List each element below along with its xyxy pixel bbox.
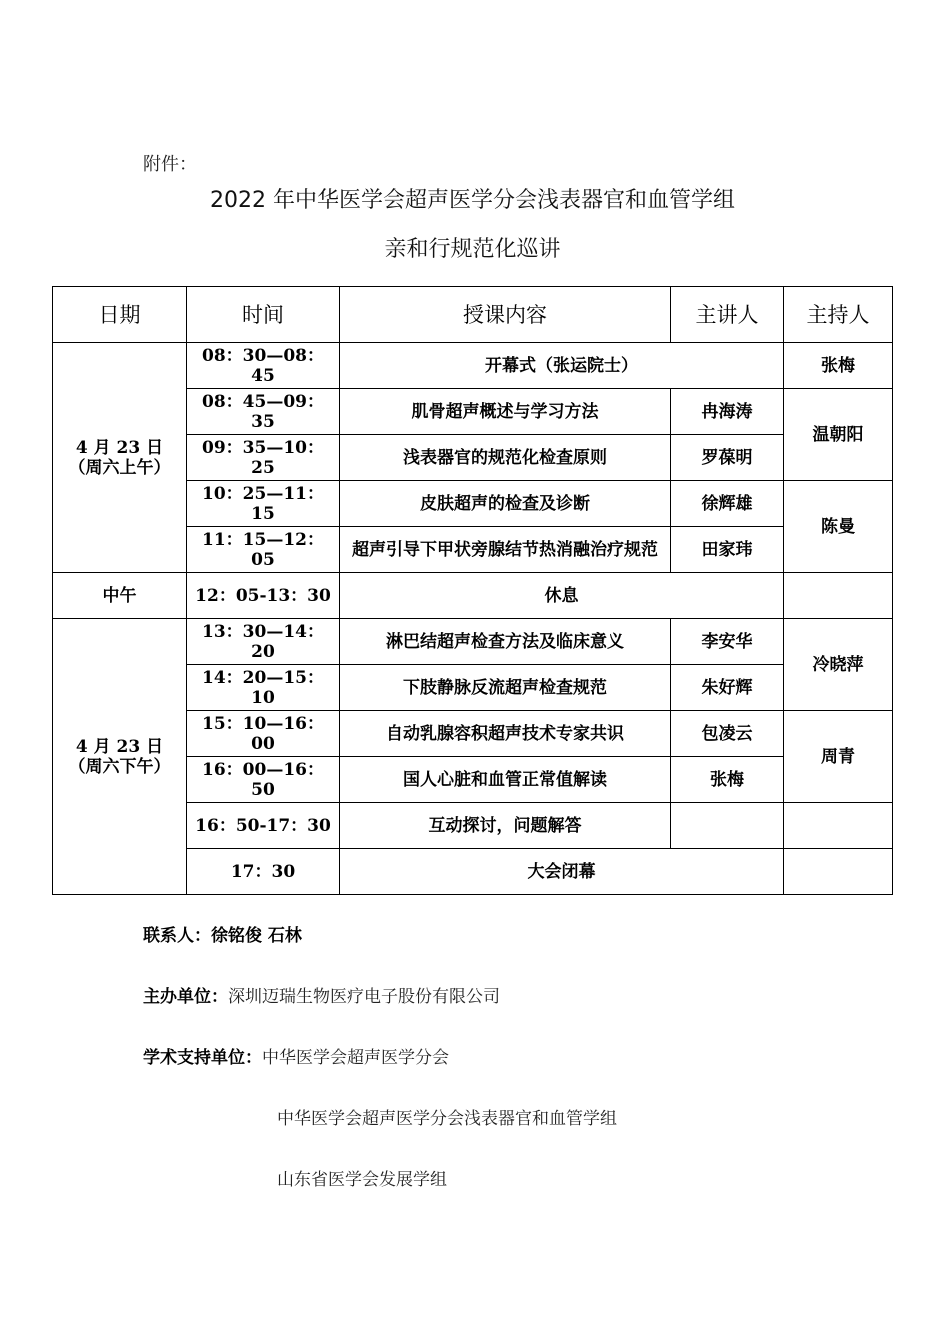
date-pm-line1: 4 月 23 日 [75,736,164,757]
support-value-1: 中华医学会超声医学分会 [262,1048,449,1068]
header-host: 主持人 [784,287,893,343]
speaker-cell: 田家玮 [671,527,784,573]
date-am-line2: （周六上午） [68,457,171,478]
host-cell [784,849,893,895]
speaker-cell [671,803,784,849]
date-pm-line2: （周六下午） [68,756,171,777]
content-cell: 国人心脏和血管正常值解读 [340,757,671,803]
time-cell: 12：05-13：30 [187,573,340,619]
contact-label: 联系人： [143,926,211,946]
organizer-label: 主办单位： [143,987,228,1007]
content-cell: 休息 [340,573,784,619]
attachment-label: 附件： [143,154,197,175]
speaker-cell: 冉海涛 [671,389,784,435]
content-cell: 开幕式（张运院士） [340,343,784,389]
time-cell: 10：25—11：15 [187,481,340,527]
support-line-3 [277,1165,447,1190]
table-row [53,619,893,665]
time-cell: 09：35—10：25 [187,435,340,481]
date-am-line1: 4 月 23 日 [75,437,164,458]
support-value-3: 山东省医学会发展学组 [277,1170,447,1190]
host-cell: 陈曼 [784,481,893,573]
host-cell: 周青 [784,711,893,803]
table-row [53,343,893,389]
host-cell: 冷晓萍 [784,619,893,711]
speaker-cell: 罗葆明 [671,435,784,481]
support-line [143,1043,449,1068]
time-cell: 13：30—14：20 [187,619,340,665]
support-label: 学术支持单位： [143,1048,262,1068]
document-subtitle: 亲和行规范化巡讲 [384,237,561,262]
host-cell [784,573,893,619]
time-cell: 08：30—08：45 [187,343,340,389]
time-cell: 14：20—15：10 [187,665,340,711]
time-cell: 08：45—09：35 [187,389,340,435]
header-time: 时间 [187,287,340,343]
time-cell: 11：15—12：05 [187,527,340,573]
content-cell: 浅表器官的规范化检查原则 [340,435,671,481]
speaker-cell: 徐辉雄 [671,481,784,527]
speaker-cell: 包凌云 [671,711,784,757]
content-cell: 皮肤超声的检查及诊断 [340,481,671,527]
content-cell: 下肢静脉反流超声检查规范 [340,665,671,711]
time-cell: 16：00—16：50 [187,757,340,803]
header-content: 授课内容 [340,287,671,343]
time-cell: 16：50-17：30 [187,803,340,849]
host-cell: 温朝阳 [784,389,893,481]
content-cell: 互动探讨，问题解答 [340,803,671,849]
organizer-value: 深圳迈瑞生物医疗电子股份有限公司 [228,987,500,1007]
content-cell: 自动乳腺容积超声技术专家共识 [340,711,671,757]
date-cell-pm [53,619,187,895]
schedule-table [52,286,893,895]
support-value-2: 中华医学会超声医学分会浅表器官和血管学组 [277,1109,617,1129]
table-row [53,573,893,619]
speaker-cell: 李安华 [671,619,784,665]
contact-value: 徐铭俊 石林 [211,926,302,946]
speaker-cell: 朱好辉 [671,665,784,711]
support-line-2 [277,1104,617,1129]
contact-line [143,921,302,946]
date-cell-noon: 中午 [53,573,187,619]
table-header-row [53,287,893,343]
time-cell: 15：10—16：00 [187,711,340,757]
host-cell: 张梅 [784,343,893,389]
document-title: 2022 年中华医学会超声医学分会浅表器官和血管学组 [210,188,735,213]
organizer-line [143,982,500,1007]
date-cell-am [53,343,187,573]
content-cell: 超声引导下甲状旁腺结节热消融治疗规范 [340,527,671,573]
host-cell [784,803,893,849]
header-speaker: 主讲人 [671,287,784,343]
content-cell: 大会闭幕 [340,849,784,895]
content-cell: 淋巴结超声检查方法及临床意义 [340,619,671,665]
time-cell: 17：30 [187,849,340,895]
content-cell: 肌骨超声概述与学习方法 [340,389,671,435]
header-date: 日期 [53,287,187,343]
speaker-cell: 张梅 [671,757,784,803]
